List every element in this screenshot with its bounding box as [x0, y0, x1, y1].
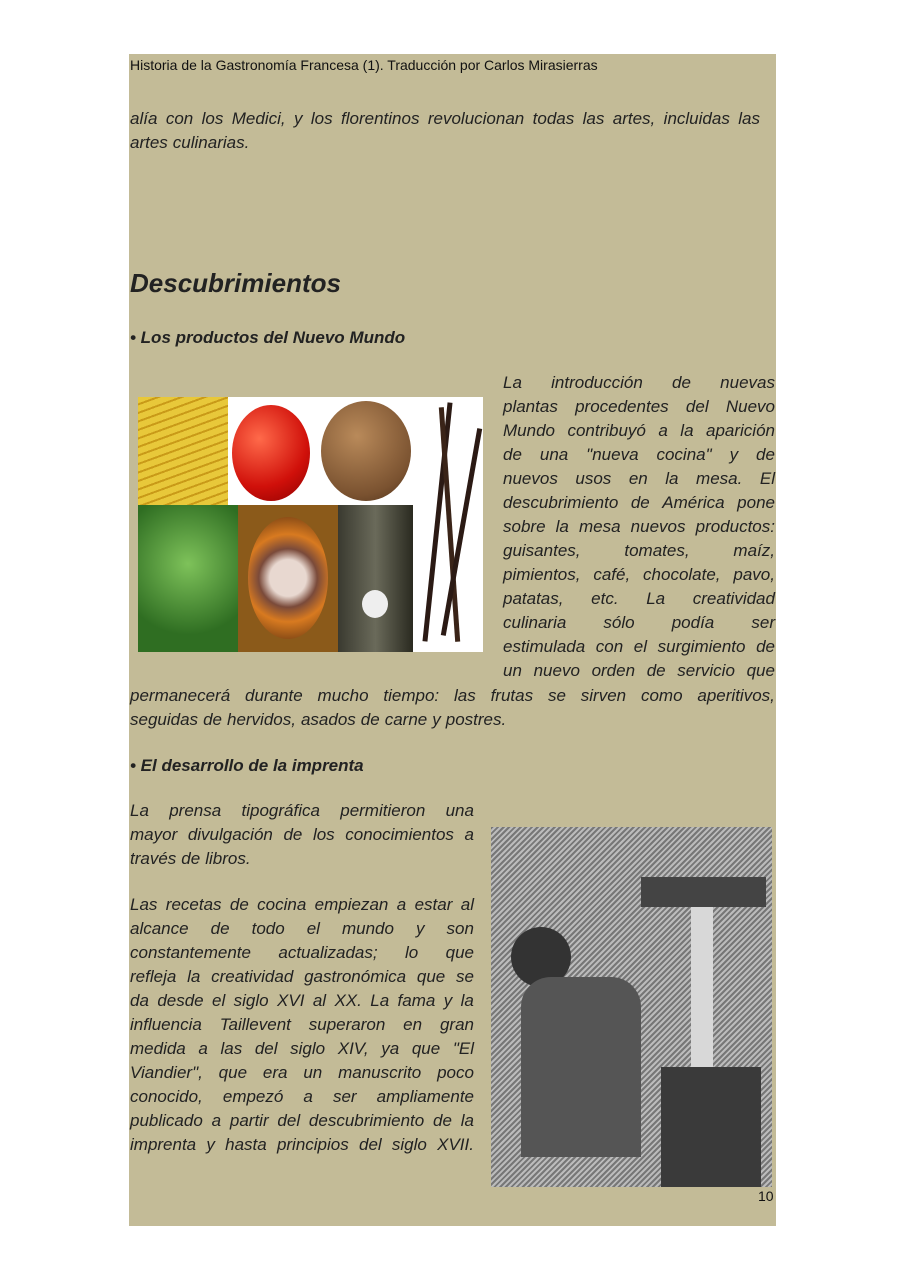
intro-paragraph [130, 107, 760, 155]
text-line: La introducción de nuevas [503, 373, 775, 392]
text-line: refleja la creatividad gastronómica que se [130, 967, 474, 986]
text-line: constantemente actualizadas; lo que [130, 943, 474, 962]
text-line: permanecerá durante mucho tiempo: las frutas se sirven como aperitivos, [130, 686, 775, 705]
subheading-new-world: • Los productos del Nuevo Mundo [130, 328, 406, 347]
printing-paragraph-1 [130, 799, 474, 871]
text-line: través de libros. [130, 849, 251, 868]
printing-paragraph-2 [130, 893, 474, 1157]
text-line: Mundo contribuyó a la aparición [503, 421, 775, 440]
running-header: Historia de la Gastronomía Francesa (1). Traducción por Carlos Mirasierras [130, 57, 598, 73]
rubber-tree-image [338, 505, 413, 652]
text-line: conocido, empezó a ser ampliamente [130, 1087, 474, 1106]
text-line: descubrimiento de América pone [503, 493, 775, 512]
vanilla-image [413, 397, 483, 652]
text-line: plantas procedentes del Nuevo [503, 397, 775, 416]
potato-image [318, 397, 413, 505]
press-beam [641, 877, 766, 907]
text-line: un nuevo orden de servicio que [503, 661, 775, 680]
text-line: La prensa tipográfica permitieron una [130, 801, 474, 820]
tomato-image [228, 397, 318, 505]
section-title: Descubrimientos [130, 268, 341, 298]
new-world-paragraph-right [503, 371, 775, 683]
cacao-image [238, 505, 338, 652]
text-line: nuevos usos en la mesa. El [503, 469, 775, 488]
text-line: da desde el siglo XVI al XX. La fama y la [130, 991, 474, 1010]
corn-image [138, 397, 228, 505]
text-line: sobre la mesa nuevos productos: [503, 517, 775, 536]
text-line: guisantes, tomates, maíz, [503, 541, 775, 560]
text-line: mayor divulgación de los conocimientos a [130, 825, 474, 844]
text-line: imprenta y hasta principios del siglo XVII. [130, 1135, 474, 1154]
tobacco-image [138, 505, 238, 652]
printing-press-engraving [491, 827, 772, 1187]
text-line: alía con los Medici, y los florentinos revolucionan todas las artes, incluidas las [130, 109, 760, 128]
text-line: medida a las del siglo XIV, ya que "El [130, 1039, 474, 1058]
text-line: patatas, etc. La creatividad [503, 589, 775, 608]
text-line: alcance de todo el mundo y son [130, 919, 474, 938]
text-line: estimulada con el surgimiento de [503, 637, 775, 656]
text-line: artes culinarias. [130, 133, 250, 152]
new-world-paragraph-continued [130, 684, 775, 732]
text-line: Viandier", que era un manuscrito poco [130, 1063, 474, 1082]
press-screw [691, 907, 713, 1067]
text-line: culinaria sólo podía ser [503, 613, 775, 632]
text-line: publicado a partir del descubrimiento de la [130, 1111, 474, 1130]
text-line: influencia Taillevent superaron en gran [130, 1015, 474, 1034]
text-line: Las recetas de cocina empiezan a estar al [130, 895, 474, 914]
text-line: pimientos, café, chocolate, pavo, [503, 565, 775, 584]
subheading-printing-press: • El desarrollo de la imprenta [130, 756, 364, 775]
text-line: seguidas de hervidos, asados de carne y postres. [130, 710, 507, 729]
text-line: de una "nueva cocina" y de [503, 445, 775, 464]
new-world-products-image [138, 397, 483, 652]
page-number: 10 [758, 1188, 774, 1204]
